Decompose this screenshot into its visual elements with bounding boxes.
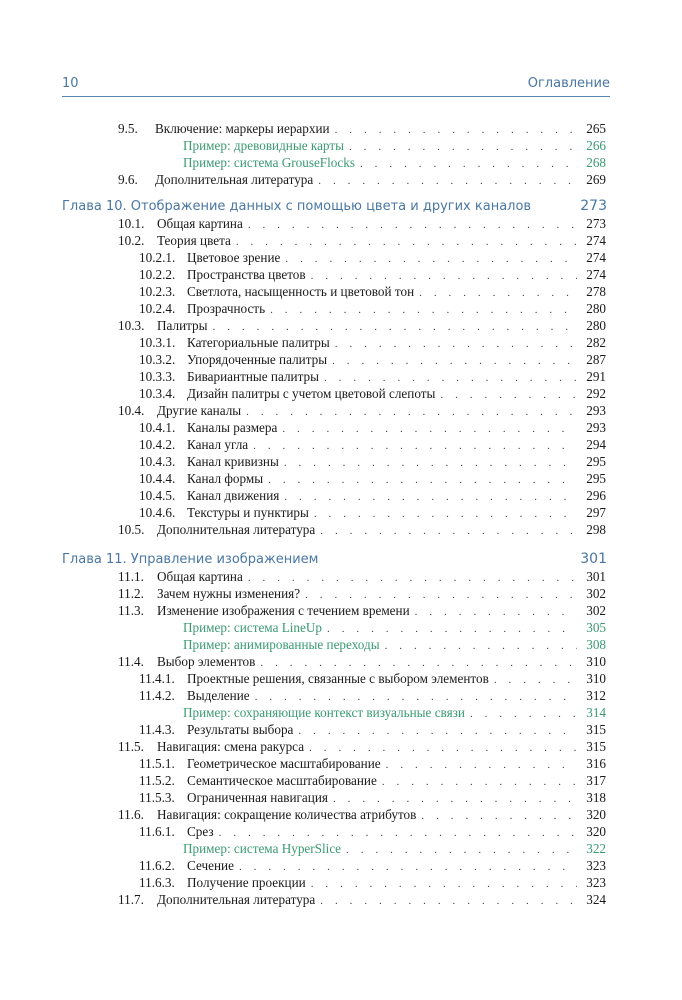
toc-entry-title: Геометрическое масштабирование bbox=[187, 756, 381, 771]
toc-entry[interactable] bbox=[118, 806, 606, 824]
toc-page-number: 297 bbox=[586, 505, 606, 520]
toc-entry[interactable] bbox=[139, 823, 606, 841]
toc-entry-number: 10.4.3. bbox=[139, 454, 176, 469]
toc-page-number: 315 bbox=[586, 722, 606, 737]
dot-leader bbox=[320, 522, 577, 540]
toc-entry-number: 9.5. bbox=[118, 121, 138, 136]
toc-entry-title: Общая картина bbox=[157, 216, 243, 231]
toc-page-number: 291 bbox=[586, 369, 606, 384]
toc-entry-number: 11.4. bbox=[118, 654, 144, 669]
toc-page-number: 322 bbox=[586, 841, 606, 856]
toc-entry-number: 10.3.3. bbox=[139, 369, 176, 384]
toc-entry[interactable] bbox=[118, 585, 606, 603]
toc-page-number: 296 bbox=[586, 488, 606, 503]
dot-leader bbox=[320, 892, 577, 910]
toc-entry-title: Срез bbox=[187, 824, 214, 839]
toc-entry-title: Пример: сохраняющие контекст визуальные связи bbox=[183, 705, 465, 720]
toc-page-number: 273 bbox=[580, 198, 607, 214]
toc-entry[interactable] bbox=[139, 368, 606, 386]
toc-entry-title: Получение проекции bbox=[187, 875, 306, 890]
toc-entry-number: 10.2.2. bbox=[139, 267, 176, 282]
toc-entry-number: 10.2.4. bbox=[139, 301, 176, 316]
toc-entry-number: 11.4.1. bbox=[139, 671, 175, 686]
toc-entry-number: 10.4.2. bbox=[139, 437, 176, 452]
toc-page-number: 273 bbox=[586, 216, 606, 231]
toc-entry[interactable] bbox=[118, 232, 606, 250]
toc-page-number: 294 bbox=[586, 437, 606, 452]
toc-entry[interactable] bbox=[139, 436, 606, 454]
toc-entry-title: Палитры bbox=[157, 318, 208, 333]
toc-page-number: 274 bbox=[586, 250, 606, 265]
toc-page-number: 298 bbox=[586, 522, 606, 537]
toc-entry-number: 11.1. bbox=[118, 569, 144, 584]
toc-entry[interactable] bbox=[139, 283, 606, 301]
toc-page-number: 266 bbox=[586, 138, 606, 153]
toc-entry-number: 11.5.1. bbox=[139, 756, 175, 771]
toc-page-number: 274 bbox=[586, 267, 606, 282]
toc-chapter-entry[interactable] bbox=[62, 197, 607, 215]
toc-entry-title: Пример: анимированные переходы bbox=[183, 637, 380, 652]
toc-entry[interactable] bbox=[139, 504, 606, 522]
toc-entry-title: Текстуры и пунктиры bbox=[187, 505, 309, 520]
toc-entry[interactable] bbox=[118, 171, 606, 189]
toc-entry-title: Сечение bbox=[187, 858, 234, 873]
toc-page-number: 308 bbox=[586, 637, 606, 652]
toc-entry-number: 9.6. bbox=[118, 172, 138, 187]
toc-entry[interactable] bbox=[118, 891, 606, 909]
toc-page-number: 292 bbox=[586, 386, 606, 401]
toc-entry[interactable] bbox=[139, 385, 606, 403]
toc-entry[interactable] bbox=[118, 653, 606, 671]
toc-entry-title: Навигация: смена ракурса bbox=[157, 739, 305, 754]
toc-entry[interactable] bbox=[139, 266, 606, 284]
toc-entry-title: Другие каналы bbox=[157, 403, 242, 418]
toc-entry[interactable] bbox=[139, 670, 606, 688]
toc-entry-number: 10.4.6. bbox=[139, 505, 176, 520]
toc-entry-number: 11.6.3. bbox=[139, 875, 175, 890]
toc-entry-number: 10.3.2. bbox=[139, 352, 176, 367]
toc-page-number: 274 bbox=[586, 233, 606, 248]
toc-entry-number: 11.5.2. bbox=[139, 773, 175, 788]
toc-entry-number: 10.4.4. bbox=[139, 471, 176, 486]
toc-page-number: 293 bbox=[586, 420, 606, 435]
toc-entry-title: Категориальные палитры bbox=[187, 335, 330, 350]
toc-page-number: 312 bbox=[586, 688, 606, 703]
toc-entry-title: Дополнительная литература bbox=[157, 522, 316, 537]
toc-entry[interactable] bbox=[139, 470, 606, 488]
toc-page-number: 269 bbox=[586, 172, 606, 187]
running-title: Оглавление bbox=[527, 76, 610, 91]
toc-entry-number: 10.2.1. bbox=[139, 250, 176, 265]
toc-entry-number: 10.3.1. bbox=[139, 335, 176, 350]
toc-entry-title: Теория цвета bbox=[157, 233, 231, 248]
toc-entry-number: 10.4.5. bbox=[139, 488, 176, 503]
toc-page-number: 310 bbox=[586, 654, 606, 669]
toc-entry[interactable] bbox=[139, 487, 606, 505]
toc-page-number: 310 bbox=[586, 671, 606, 686]
toc-entry-number: 11.3. bbox=[118, 603, 144, 618]
toc-entry-title: Ограниченная навигация bbox=[187, 790, 328, 805]
toc-entry-number: 11.6.2. bbox=[139, 858, 175, 873]
toc-page-number: 280 bbox=[586, 318, 606, 333]
toc-page-number: 287 bbox=[586, 352, 606, 367]
toc-entry-title: Канал формы bbox=[187, 471, 264, 486]
toc-entry-title: Включение: маркеры иерархии bbox=[155, 121, 330, 136]
toc-entry-title: Прозрачность bbox=[187, 301, 266, 316]
toc-entry-title: Канал угла bbox=[187, 437, 249, 452]
toc-entry-number: 10.2. bbox=[118, 233, 145, 248]
toc-entry-number: 11.5.3. bbox=[139, 790, 175, 805]
toc-entry[interactable] bbox=[118, 215, 606, 233]
toc-entry-number: 11.4.2. bbox=[139, 688, 175, 703]
toc-entry[interactable] bbox=[139, 300, 606, 318]
toc-page-number: 293 bbox=[586, 403, 606, 418]
toc-entry[interactable] bbox=[139, 789, 606, 807]
toc-example-entry[interactable] bbox=[183, 154, 606, 172]
toc-entry-number: 10.5. bbox=[118, 522, 145, 537]
toc-page-number: 324 bbox=[586, 892, 606, 907]
toc-entry-title: Навигация: сокращение количества атрибутов bbox=[157, 807, 417, 822]
toc-entry[interactable] bbox=[118, 402, 606, 420]
toc-example-entry[interactable] bbox=[183, 704, 606, 722]
toc-page-number: 302 bbox=[586, 586, 606, 601]
toc-entry-title: Зачем нужны изменения? bbox=[157, 586, 301, 601]
toc-entry-number: 11.6.1. bbox=[139, 824, 175, 839]
toc-example-entry[interactable] bbox=[183, 619, 606, 637]
toc-entry[interactable] bbox=[139, 857, 606, 875]
toc-entry-title: Пример: древовидные карты bbox=[183, 138, 344, 153]
toc-entry[interactable] bbox=[139, 249, 606, 267]
toc-example-entry[interactable] bbox=[183, 840, 606, 858]
toc-page-number: 302 bbox=[586, 603, 606, 618]
toc-entry[interactable] bbox=[139, 721, 606, 739]
toc-entry[interactable] bbox=[139, 453, 606, 471]
toc-entry-title: Выделение bbox=[187, 688, 250, 703]
toc-example-entry[interactable] bbox=[183, 137, 606, 155]
toc-entry-title: Светлота, насыщенность и цветовой тон bbox=[187, 284, 415, 299]
toc-page-number: 317 bbox=[586, 773, 606, 788]
toc-entry-title: Пример: система HyperSlice bbox=[183, 841, 342, 856]
toc-entry-title: Бивариантные палитры bbox=[187, 369, 319, 384]
toc-entry-title: Каналы размера bbox=[187, 420, 278, 435]
toc-page-number: 301 bbox=[586, 569, 606, 584]
toc-page-number: 320 bbox=[586, 824, 606, 839]
toc-entry-title: Выбор элементов bbox=[157, 654, 256, 669]
toc-entry-number: 11.4.3. bbox=[139, 722, 175, 737]
toc-entry-title: Пример: система LineUp bbox=[183, 620, 322, 635]
toc-page-number: 295 bbox=[586, 471, 606, 486]
toc-page-number: 305 bbox=[586, 620, 606, 635]
toc-page-number: 315 bbox=[586, 739, 606, 754]
toc-entry-title: Семантическое масштабирование bbox=[187, 773, 377, 788]
toc-entry-title: Результаты выбора bbox=[187, 722, 294, 737]
toc-entry[interactable] bbox=[139, 419, 606, 437]
toc-entry-title: Цветовое зрение bbox=[187, 250, 281, 265]
toc-entry-title: Изменение изображения с течением времени bbox=[157, 603, 410, 618]
toc-entry-title: Глава 10. Отображение данных с помощью цвета и других каналов bbox=[62, 199, 532, 214]
toc-entry[interactable] bbox=[118, 568, 606, 586]
toc-entry[interactable] bbox=[139, 874, 606, 892]
toc-page-number: 278 bbox=[586, 284, 606, 299]
toc-entry-title: Пространства цветов bbox=[187, 267, 306, 282]
toc-entry-title: Канал кривизны bbox=[187, 454, 279, 469]
toc-page-number: 295 bbox=[586, 454, 606, 469]
toc-page-number: 282 bbox=[586, 335, 606, 350]
toc-entry-title: Дополнительная литература bbox=[157, 892, 316, 907]
toc-entry[interactable] bbox=[118, 602, 606, 620]
toc-page-number: 268 bbox=[586, 155, 606, 170]
toc-example-entry[interactable] bbox=[183, 636, 606, 654]
dot-leader bbox=[318, 172, 577, 190]
page-number: 10 bbox=[62, 76, 79, 91]
toc-entry-title: Пример: система GrouseFlocks bbox=[183, 155, 355, 170]
toc-page-number: 323 bbox=[586, 875, 606, 890]
toc-entry[interactable] bbox=[139, 334, 606, 352]
toc-entry-number: 11.2. bbox=[118, 586, 144, 601]
toc-entry[interactable] bbox=[139, 687, 606, 705]
toc-page-number: 314 bbox=[586, 705, 606, 720]
running-header bbox=[62, 74, 610, 97]
toc-entry[interactable] bbox=[139, 351, 606, 369]
toc-entry-number: 11.5. bbox=[118, 739, 144, 754]
toc-entry[interactable] bbox=[139, 755, 606, 773]
toc-entry-title: Канал движения bbox=[187, 488, 280, 503]
toc-page-number: 316 bbox=[586, 756, 606, 771]
toc-entry-number: 11.6. bbox=[118, 807, 144, 822]
toc-page-number: 265 bbox=[586, 121, 606, 136]
toc-entry-title: Общая картина bbox=[157, 569, 243, 584]
toc-page-number: 301 bbox=[580, 551, 607, 567]
toc-entry-title: Глава 11. Управление изображением bbox=[62, 552, 319, 567]
toc-entry-title: Дизайн палитры с учетом цветовой слепоты bbox=[187, 386, 436, 401]
toc-entry-title: Дополнительная литература bbox=[155, 172, 314, 187]
toc-entry-number: 10.2.3. bbox=[139, 284, 176, 299]
toc-entry[interactable] bbox=[118, 120, 606, 138]
toc-entry-number: 10.4. bbox=[118, 403, 145, 418]
toc-entry[interactable] bbox=[118, 738, 606, 756]
toc-entry-number: 10.4.1. bbox=[139, 420, 176, 435]
toc-entry-number: 10.3.4. bbox=[139, 386, 176, 401]
toc-page-number: 320 bbox=[586, 807, 606, 822]
toc-entry-number: 11.7. bbox=[118, 892, 144, 907]
toc-entry-number: 10.3. bbox=[118, 318, 145, 333]
toc-page-number: 318 bbox=[586, 790, 606, 805]
toc-chapter-entry[interactable] bbox=[62, 550, 607, 568]
toc-entry[interactable] bbox=[139, 772, 606, 790]
toc-entry[interactable] bbox=[118, 521, 606, 539]
toc-page-number: 323 bbox=[586, 858, 606, 873]
toc-entry-title: Упорядоченные палитры bbox=[187, 352, 328, 367]
toc-entry-number: 10.1. bbox=[118, 216, 145, 231]
toc-entry[interactable] bbox=[118, 317, 606, 335]
toc-entry-title: Проектные решения, связанные с выбором элементов bbox=[187, 671, 489, 686]
toc-page-number: 280 bbox=[586, 301, 606, 316]
